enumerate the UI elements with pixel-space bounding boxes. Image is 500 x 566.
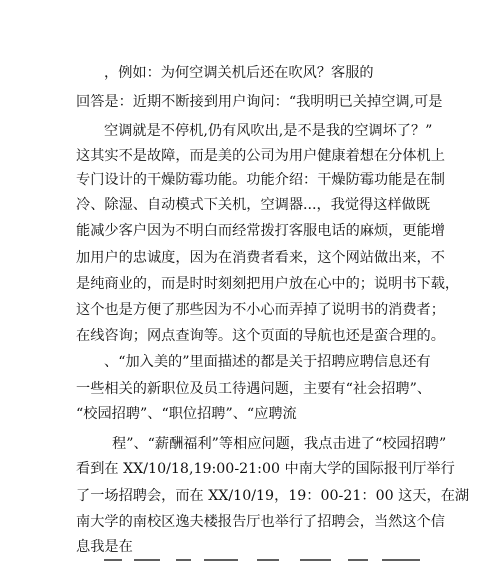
text-line-18: 南大学的南校区逸夫楼报告厅也举行了招聘会，当然这个信 (76, 514, 445, 530)
text-line-12: 、“加入美的”里面描述的都是关于招聘应聘信息还有 (104, 354, 431, 370)
text-line-6: 冷、除湿、自动模式下关机，空调器...，我觉得这样做既 (76, 197, 431, 213)
text-line-3: 空调就是不停机,仍有风吹出,是不是我的空调坏了？” (104, 123, 433, 139)
text-line-7: 能减少客户因为不明白而经常拨打客服电话的麻烦，更能增 (76, 223, 445, 239)
text-line-14: “校园招聘”、“职位招聘”、“应聘流 (76, 406, 297, 422)
text-line-19: 息我是在 (76, 539, 133, 555)
text-line-16: 看到在 XX/10/18,19:00-21:00 中南大学的国际报刊厅举行 (76, 461, 455, 477)
text-line-13: 一些相关的新职位及员工待遇问题，主要有“社会招聘”、 (76, 381, 432, 397)
text-line-10: 这个也是方便了那些因为不小心而弄掉了说明书的消费者； (76, 302, 445, 318)
text-line-4: 这其实不是故障，而是美的公司为用户健康着想在分体机上 (76, 148, 445, 164)
text-line-9: 是纯商业的，而是时时刻刻把用户放在心中的；说明书下载， (76, 276, 460, 292)
text-line-2: 回答是：近期不断接到用户询问：“我明明已关掉空调,可是 (76, 94, 443, 110)
text-line-1: ，例如：为何空调关机后还在吹风？客服的 (104, 65, 374, 81)
text-line-17: 了一场招聘会，而在 XX/10/19，19：00-21：00 这天，在湖 (76, 488, 470, 504)
text-line-11: 在线咨询；网点查询等。这个页面的导航也还是蛮合理的。 (76, 328, 445, 344)
cropped-next-line (104, 558, 434, 566)
text-line-15: 程”、“薪酬福利”等相应问题，我点击进了“校园招聘” (112, 436, 447, 452)
text-line-5: 专门设计的干燥防霉功能。功能介绍：干燥防霉功能是在制 (76, 172, 445, 188)
text-line-8: 加用户的忠诚度，因为在消费者看来，这个网站做出来，不 (76, 250, 445, 266)
